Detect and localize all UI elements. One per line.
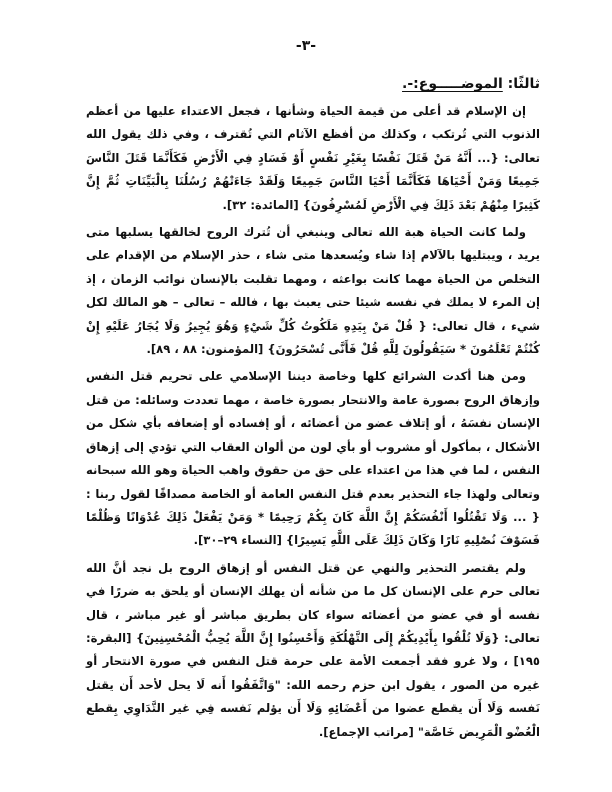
paragraph-intro: إن الإسلام قد أعلى من قيمة الحياة وشأنها ، فجعل الاعتداء عليها من أعظم الذنوب التي تُرتكب ، وكذلك من أفظع الآثام التي تُقترف ، وفي ذلك يقول الله تعالى: {... أَنَّهُ مَنْ قَتَلَ نَفْسًا بِغَيْرِ نَفْسٍ أَوْ فَسَادٍ فِي الْأَرْضِ فَكَأَنَّمَا قَتَلَ النَّاسَ جَمِيعًا وَمَنْ أَحْيَاهَا فَكَأَنَّمَا أَحْيَا النَّاسَ جَمِيعًا وَلَقَدْ جَاءَتْهُمْ رُسُلُنَا بِالْبَيِّنَاتِ ثُمَّ إِنَّ كَثِيرًا مِنْهُمْ بَعْدَ ذَلِكَ فِي الْأَرْضِ لَمُسْرِفُونَ} [المائدة: ٣٢].: [86, 104, 540, 212]
paragraph-prohibition: ومن هنا أكدت الشرائع كلها وخاصة ديننا الإسلامي على تحريم قتل النفس وإزهاق الروح بصورة عامة والانتحار بصورة خاصة ، مهما تعددت وسائله: من قتل الإنسان نفسَهُ ، أو إتلاف عضو من أعضائه ، أو إفساده أو إضعافه بأي شكل من الأشكال ، بمأكول أو مشروب أو بأي لون من ألوان العقاب التي تؤدي إلى إزهاق النفس ، لما في هذا من اعتداء على حق من حقوق واهب الحياة وهو الله سبحانه وتعالى ولهذا جاء التحذير بعدم قتل النفس العامة أو الخاصة مصداقًا لقول ربنا : { ... وَلَا تَقْتُلُوا أَنْفُسَكُمْ إِنَّ اللَّهَ كَانَ بِكُمْ رَحِيمًا * وَمَنْ يَفْعَلْ ذَلِكَ عُدْوَانًا وَظُلْمًا فَسَوْفَ نُصْلِيهِ نَارًا وَكَانَ ذَلِكَ عَلَى اللَّهِ يَسِيرًا} [النساء ٢٩–٣٠].: [86, 369, 540, 548]
paragraph-life-gift: ولما كانت الحياة هبة الله تعالى وينبغي أن تُترك الروح لخالقها يسلبها متى يريد ، ويبتليها بالآلام إذا شاء ويُسعدها متى شاء ، حذر الإسلام من الإقدام على التخلص من الحياة مهما كانت بواعثه ، ومهما تقلبت بالإنسان نوائب الزمان ، إذ إن المرء لا يملك في نفسه شيئا حتى يعبث بها ، فالله – تعالى – هو المالك لكل شيء ، قال تعالى: { قُلْ مَنْ بِيَدِهِ مَلَكُوتُ كُلِّ شَيْءٍ وَهُوَ يُجِيرُ وَلَا يُجَارُ عَلَيْهِ إِنْ كُنْتُمْ تَعْلَمُونَ * سَيَقُولُونَ لِلَّهِ قُلْ فَأَنَّى تُسْحَرُونَ} [المؤمنون: ٨٨ ، ٨٩].: [86, 225, 540, 357]
section-title: الموضـــــوع:-.: [402, 76, 503, 92]
paragraph-harm-warning: ولم يقتصر التحذير والنهي عن قتل النفس أو إزهاق الروح بل نجد أنَّ الله تعالى حرم على الإنسان كل ما من شأنه أن يهلك الإنسان أو يلحق به ضررًا في نفسه أو في عضو من أعضائه سواء كان بطريق مباشر أو غير مباشر ، قال تعالى: {وَلَا تُلْقُوا بِأَيْدِيكُمْ إِلَى التَّهْلُكَةِ وَأَحْسِنُوا إِنَّ اللَّهَ يُحِبُّ الْمُحْسِنِينَ} [البقرة: ١٩٥] ، ولا غرو فقد أجمعت الأمة على حرمة قتل النفس في صورة الانتحار أو غيره من الصور ، يقول ابن حزم رحمه الله: "وَاتَّفَقُوا أَنه لَا يحل لأحد أَن يقتل نَفسه وَلَا أَن يقطع عضوا من أَعْضَائِهِ وَلَا أَن يؤلم نَفسه فِي غير التَّدَاوِي بِقطع الْعُضْو الْمَرِيض خَاصَّة" [مراتب الإجماع].: [86, 560, 540, 739]
section-label: ثالثًا:: [507, 76, 540, 92]
page-number: -٣-: [295, 38, 317, 54]
section-heading: [86, 72, 540, 96]
page-body: [86, 72, 540, 748]
